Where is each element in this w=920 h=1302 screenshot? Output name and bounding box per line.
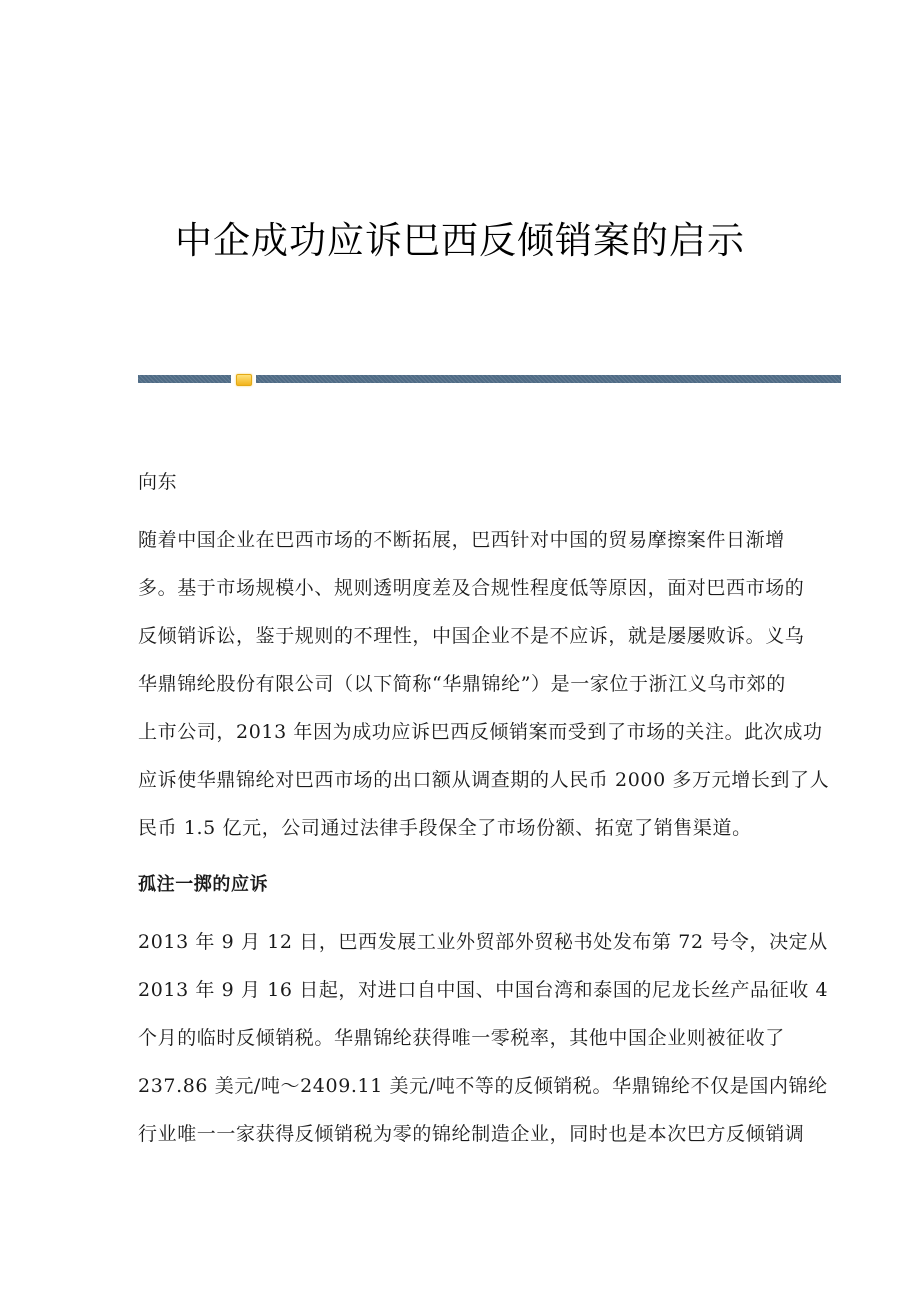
paragraph-line: 237.86 美元/吨～2409.11 美元/吨不等的反倾销税。华鼎锦纶不仅是国内锦纶 <box>138 1075 828 1097</box>
paragraph-line: 华鼎锦纶股份有限公司（以下简称“华鼎锦纶”）是一家位于浙江义乌市郊的 <box>138 673 786 695</box>
document-title: 中企成功应诉巴西反倾销案的启示 <box>175 219 745 262</box>
paragraph-line: 2013 年 9 月 12 日，巴西发展工业外贸部外贸秘书处发布第 72 号令，决定从 <box>138 931 828 953</box>
paragraph-line: 2013 年 9 月 16 日起，对进口自中国、中国台湾和泰国的尼龙长丝产品征收 4 <box>138 979 829 1001</box>
paragraph-line: 应诉使华鼎锦纶对巴西市场的出口额从调查期的人民币 2000 多万元增长到了人 <box>138 769 830 791</box>
paragraph-line: 上市公司，2013 年因为成功应诉巴西反倾销案而受到了市场的关注。此次成功 <box>138 721 823 743</box>
paragraph-line: 反倾销诉讼，鉴于规则的不理性，中国企业不是不应诉，就是屡屡败诉。义乌 <box>138 625 805 647</box>
paragraph-line: 民币 1.5 亿元，公司通过法律手段保全了市场份额、拓宽了销售渠道。 <box>138 817 752 839</box>
paragraph-line: 行业唯一一家获得反倾销税为零的锦纶制造企业，同时也是本次巴方反倾销调 <box>138 1123 805 1145</box>
title-divider <box>138 375 841 384</box>
paragraph-line: 多。基于市场规模小、规则透明度差及合规性程度低等原因，面对巴西市场的 <box>138 577 805 599</box>
author-name: 向东 <box>138 471 178 493</box>
ornament-icon <box>236 374 252 386</box>
divider-bar-left <box>138 375 231 383</box>
paragraph-line: 随着中国企业在巴西市场的不断拓展，巴西针对中国的贸易摩擦案件日渐增 <box>138 529 785 551</box>
section-heading: 孤注一掷的应诉 <box>138 874 269 895</box>
divider-bar-right <box>256 375 841 383</box>
paragraph-line: 个月的临时反倾销税。华鼎锦纶获得唯一零税率，其他中国企业则被征收了 <box>138 1027 785 1049</box>
